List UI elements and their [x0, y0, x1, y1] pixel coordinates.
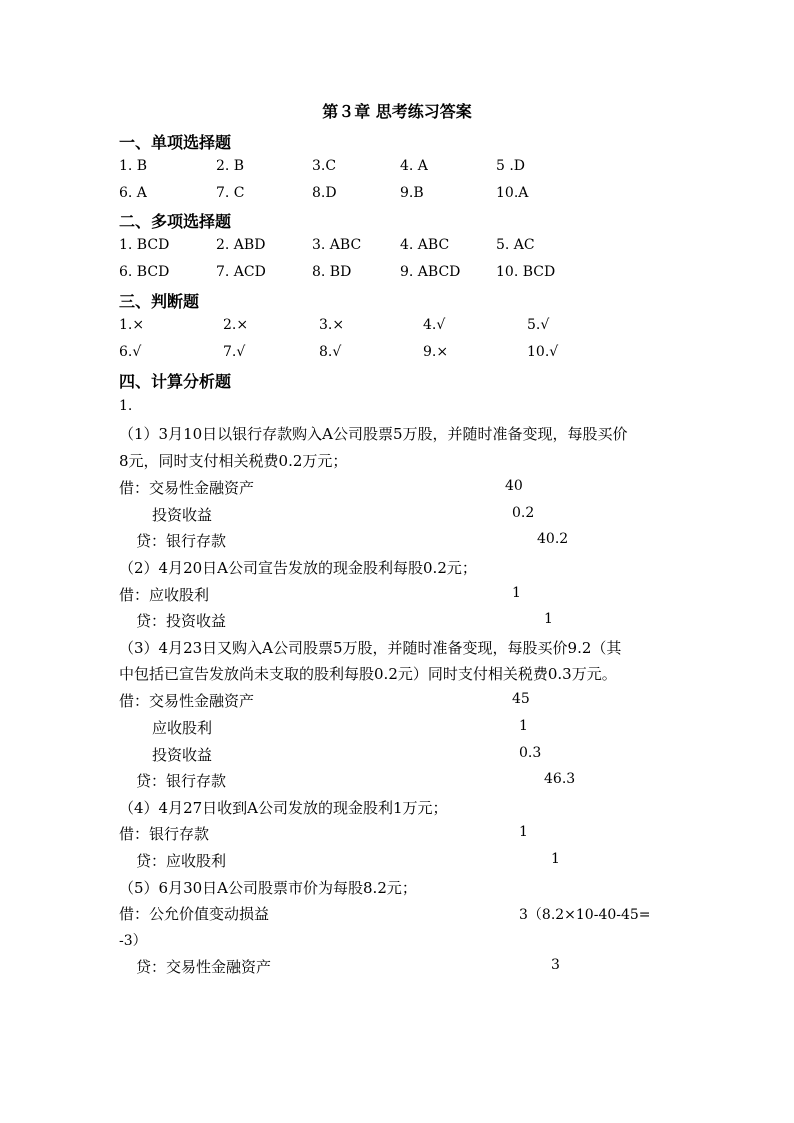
answer-item: 4. ABC	[400, 237, 450, 253]
answer-item: 1. BCD	[119, 237, 170, 253]
journal-credit-account: 贷：交易性金融资产	[136, 958, 272, 976]
journal-amount: 1	[512, 585, 521, 601]
answer-item: 6. A	[119, 185, 147, 201]
journal-debit-account: 借：交易性金融资产	[119, 479, 255, 497]
question-number: 1.	[119, 398, 133, 414]
journal-credit-account: 贷：应收股利	[136, 852, 227, 870]
answer-item: 9.B	[400, 185, 424, 201]
answer-item: 5 .D	[496, 158, 526, 174]
journal-amount: 3	[551, 957, 560, 973]
journal-debit-account: 借：交易性金融资产	[119, 692, 255, 710]
step-2-text: （2）4月20日A公司宣告发放的现金股利每股0.2元；	[119, 559, 477, 577]
answer-item: 9.×	[423, 344, 449, 360]
answer-item: 5. AC	[496, 237, 535, 253]
journal-debit-account: 借：公允价值变动损益	[119, 905, 270, 923]
answer-item: 9. ABCD	[400, 264, 461, 280]
step-4-text: （4）4月27日收到A公司发放的现金股利1万元；	[119, 799, 448, 817]
answer-item: 10. BCD	[496, 264, 556, 280]
journal-credit-account: 贷：投资收益	[136, 612, 227, 630]
answer-item: 2. ABD	[216, 237, 266, 253]
answer-item: 7.√	[223, 344, 246, 360]
journal-debit-account: 借：银行存款	[119, 825, 210, 843]
journal-amount: 40	[505, 478, 523, 494]
journal-amount: 0.3	[519, 745, 542, 761]
answer-item: 1. B	[119, 158, 148, 174]
step-3-text: （3）4月23日又购入A公司股票5万股，并随时准备变现，每股买价9.2（其	[119, 639, 622, 657]
journal-amount-with-formula: 3（8.2×10-40-45=	[519, 907, 651, 923]
journal-amount: 1	[544, 611, 553, 627]
answer-item: 10.√	[527, 344, 559, 360]
answer-item: 6.√	[119, 344, 142, 360]
journal-debit-account: 投资收益	[152, 506, 213, 524]
answer-item: 8.√	[319, 344, 342, 360]
answer-item: 6. BCD	[119, 264, 170, 280]
journal-amount: 1	[519, 718, 528, 734]
answer-item: 4. A	[400, 158, 428, 174]
section-heading-true-false: 三、判断题	[119, 292, 200, 311]
page-title: 第３章 思考练习答案	[322, 102, 472, 121]
journal-amount: 1	[551, 851, 560, 867]
answer-item: 2. B	[216, 158, 245, 174]
step-1-text: （1）3月10日以银行存款购入A公司股票5万股，并随时准备变现，每股买价	[119, 425, 628, 443]
section-heading-calculation: 四、计算分析题	[119, 372, 232, 391]
answer-item: 1.×	[119, 317, 145, 333]
journal-amount: 45	[512, 691, 530, 707]
answer-item: 3. ABC	[312, 237, 362, 253]
answer-item: 8. BD	[312, 264, 352, 280]
step-5-text: （5）6月30日A公司股票市价为每股8.2元；	[119, 879, 417, 897]
answer-item: 4.√	[423, 317, 446, 333]
step-1-text-cont: 8元，同时支付相关税费0.2万元；	[119, 452, 348, 470]
answer-item: 8.D	[312, 185, 337, 201]
journal-debit-account: 借：应收股利	[119, 586, 210, 604]
answer-item: 3.×	[319, 317, 345, 333]
journal-amount: 0.2	[512, 505, 535, 521]
section-heading-single-choice: 一、单项选择题	[119, 133, 232, 152]
formula-continuation: -3）	[119, 933, 147, 949]
answer-item: 7. ACD	[216, 264, 266, 280]
journal-debit-account: 应收股利	[152, 719, 213, 737]
section-heading-multiple-choice: 二、多项选择题	[119, 212, 232, 231]
answer-item: 10.A	[496, 185, 529, 201]
step-3-text-cont: 中包括已宣告发放尚未支取的股利每股0.2元）同时支付相关税费0.3万元。	[119, 665, 617, 683]
answer-item: 3.C	[312, 158, 337, 174]
journal-credit-account: 贷：银行存款	[136, 532, 227, 550]
journal-credit-account: 贷：银行存款	[136, 772, 227, 790]
answer-item: 7. C	[216, 185, 245, 201]
journal-amount: 1	[519, 824, 528, 840]
journal-amount: 46.3	[544, 771, 576, 787]
journal-amount: 40.2	[537, 531, 569, 547]
answer-item: 5.√	[527, 317, 550, 333]
answer-item: 2.×	[223, 317, 249, 333]
journal-debit-account: 投资收益	[152, 746, 213, 764]
